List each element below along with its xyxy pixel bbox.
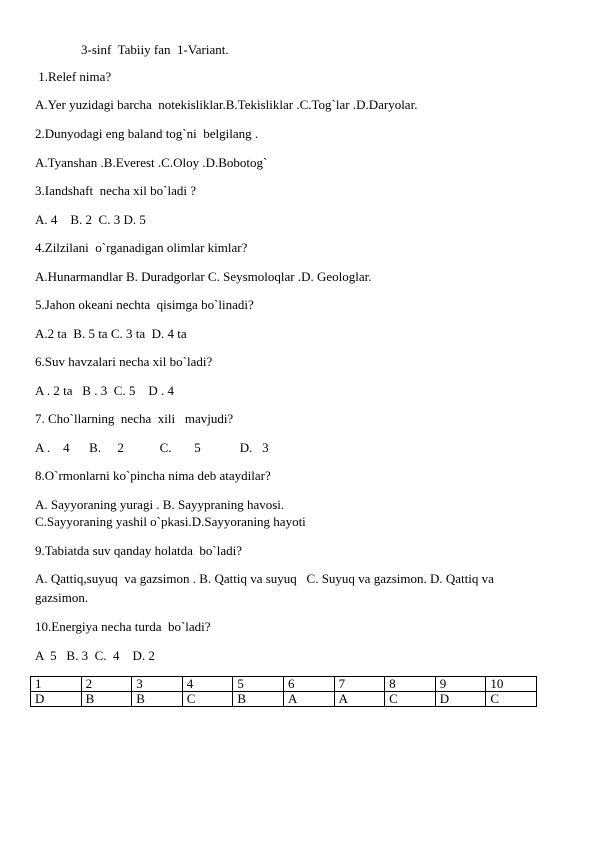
question-4: 4.Zilzilani o`rganadigan olimlar kimlar? bbox=[35, 240, 248, 255]
answer-key-number: 4 bbox=[182, 677, 233, 692]
answer-options-5: A.2 ta B. 5 ta C. 3 ta D. 4 ta bbox=[35, 326, 187, 341]
answer-options-1: A.Yer yuzidagi barcha notekisliklar.B.Tekisliklar .C.Tog`lar .D.Daryolar. bbox=[35, 97, 418, 112]
answer-key-number: 2 bbox=[81, 677, 132, 692]
answer-key-letter: C bbox=[182, 692, 233, 707]
answer-key-table bbox=[30, 676, 537, 707]
question-5: 5.Jahon okeani nechta qisimga bo`linadi? bbox=[35, 297, 254, 312]
answer-key-letters-row bbox=[31, 692, 537, 707]
answer-options-6: A . 2 ta B . 3 C. 5 D . 4 bbox=[35, 383, 175, 398]
answer-key-letter: C bbox=[486, 692, 537, 707]
answer-key-number: 10 bbox=[486, 677, 537, 692]
answer-key-letter: D bbox=[435, 692, 486, 707]
answer-options-7: A . 4 B. 2 C. 5 D. 3 bbox=[35, 440, 269, 455]
question-1: 1.Relef nima? bbox=[35, 69, 112, 84]
answer-key-numbers-row bbox=[31, 677, 537, 692]
question-3: 3.Iandshaft necha xil bo`ladi ? bbox=[35, 183, 196, 198]
answer-options-10: A 5 B. 3 C. 4 D. 2 bbox=[35, 648, 155, 663]
test-title: 3-sinf Tabiiy fan 1-Variant. bbox=[81, 42, 229, 57]
answer-key-number: 7 bbox=[334, 677, 385, 692]
answer-key-letter: B bbox=[132, 692, 183, 707]
answer-key-letter: C bbox=[385, 692, 436, 707]
question-6: 6.Suv havzalari necha xil bo`ladi? bbox=[35, 354, 213, 369]
question-10: 10.Energiya necha turda bo`ladi? bbox=[35, 619, 211, 634]
question-8: 8.O`rmonlarni ko`pincha nima deb ataydilar? bbox=[35, 468, 271, 483]
answer-options-8-line-1: A. Sayyoraning yuragi . B. Sayypraning havosi. bbox=[35, 497, 285, 512]
question-7: 7. Cho`llarning necha xili mavjudi? bbox=[35, 411, 234, 426]
answer-options-9-line-2: gazsimon. bbox=[35, 590, 89, 605]
answer-key-number: 8 bbox=[385, 677, 436, 692]
answer-key-letter: A bbox=[283, 692, 334, 707]
answer-options-2: A.Tyanshan .B.Everest .C.Oloy .D.Bobotog` bbox=[35, 155, 268, 170]
answer-options-9-line-1: A. Qattiq,suyuq va gazsimon . B. Qattiq va suyuq C. Suyuq va gazsimon. D. Qattiq va bbox=[35, 571, 494, 586]
answer-options-3: A. 4 B. 2 C. 3 D. 5 bbox=[35, 212, 146, 227]
answer-key-number: 5 bbox=[233, 677, 284, 692]
answer-key-number: 3 bbox=[132, 677, 183, 692]
answer-key-number: 9 bbox=[435, 677, 486, 692]
answer-key-letter: A bbox=[334, 692, 385, 707]
answer-key-letter: D bbox=[31, 692, 82, 707]
answer-key-number: 6 bbox=[283, 677, 334, 692]
answer-key-letter: B bbox=[81, 692, 132, 707]
question-9: 9.Tabiatda suv qanday holatda bo`ladi? bbox=[35, 543, 243, 558]
answer-key-number: 1 bbox=[31, 677, 82, 692]
answer-options-4: A.Hunarmandlar B. Duradgorlar C. Seysmoloqlar .D. Geologlar. bbox=[35, 269, 372, 284]
answer-options-8-line-2: C.Sayyoraning yashil o`pkasi.D.Sayyoraning hayoti bbox=[35, 514, 306, 529]
answer-key-letter: B bbox=[233, 692, 284, 707]
question-2: 2.Dunyodagi eng baland tog`ni belgilang . bbox=[35, 126, 259, 141]
